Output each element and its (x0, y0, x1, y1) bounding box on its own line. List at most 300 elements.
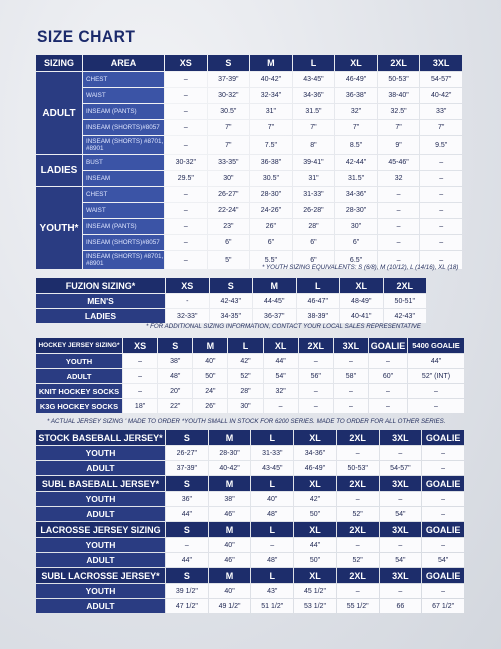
header-xl: XL (340, 278, 383, 293)
size-value: 44" (294, 538, 336, 552)
size-value: 39 1/2" (166, 584, 208, 598)
size-value: 50" (294, 507, 336, 521)
size-value: 52" (228, 369, 262, 383)
page-title: SIZE CHART (37, 27, 136, 46)
header-xl: XL (294, 568, 336, 583)
size-value: 8" (293, 136, 335, 154)
table-row (36, 187, 462, 202)
size-value: 43" (251, 584, 293, 598)
size-value: 26" (250, 219, 292, 234)
size-value: – (165, 120, 207, 135)
header-s: S (166, 476, 208, 491)
header-l: L (293, 55, 335, 71)
size-value: 26-28" (293, 203, 335, 218)
size-value: 45 1/2" (294, 584, 336, 598)
header-2xl: 2XL (337, 430, 379, 445)
header-l: L (251, 568, 293, 583)
area-label: INSEAM (83, 171, 164, 186)
header-s: S (208, 55, 250, 71)
size-value: 42-44" (335, 155, 377, 170)
row-label-knit-hockey-socks: KNIT HOCKEY SOCKS (36, 384, 122, 398)
size-value: 32" (335, 104, 377, 119)
size-value: 32-33" (166, 309, 209, 323)
size-value: – (408, 384, 464, 398)
header-hockey-jersey-sizing: HOCKEY JERSEY SIZING* (36, 338, 122, 353)
size-value: 46" (209, 507, 251, 521)
table-row (36, 553, 464, 567)
header-3xl: 3XL (380, 522, 422, 537)
table-row (36, 219, 462, 234)
table-row (36, 384, 464, 398)
header-xl: XL (294, 522, 336, 537)
size-value: – (334, 399, 368, 413)
table-row (36, 369, 464, 383)
size-value: – (422, 492, 464, 506)
size-value: – (165, 219, 207, 234)
size-value: 52" (INT) (408, 369, 464, 383)
size-value: 40" (193, 354, 227, 368)
row-label-youth: YOUTH (36, 538, 165, 552)
area-label: INSEAM (SHORTS)#8057 (83, 120, 164, 135)
size-value: 30-32" (208, 88, 250, 103)
header-s: S (166, 522, 208, 537)
size-value: 28-30" (335, 203, 377, 218)
fuzion-header-row (36, 278, 426, 293)
size-value: 5" (208, 251, 250, 269)
size-value: 32-34" (250, 88, 292, 103)
size-value: 40-42" (250, 72, 292, 87)
size-value: 6" (208, 235, 250, 250)
size-value: 22-24" (208, 203, 250, 218)
table-row (36, 461, 464, 475)
size-value: 28" (293, 219, 335, 234)
area-label: CHEST (83, 187, 164, 202)
size-value: 46-47" (297, 294, 340, 308)
header-3xl: 3XL (334, 338, 368, 353)
size-value: – (337, 446, 379, 460)
size-value: 30.5" (208, 104, 250, 119)
size-value: 28-30" (250, 187, 292, 202)
size-value: – (123, 354, 157, 368)
header-2xl: 2XL (337, 476, 379, 491)
size-value: 40" (209, 538, 251, 552)
table-row (36, 584, 464, 598)
header-l: L (251, 430, 293, 445)
size-value: – (166, 538, 208, 552)
header-3xl: 3XL (380, 476, 422, 491)
size-value: 31" (293, 171, 335, 186)
area-label: WAIST (83, 88, 164, 103)
size-value: 33-35" (208, 155, 250, 170)
size-value: 42" (294, 492, 336, 506)
sales-rep-note: * FOR ADDITIONAL SIZING INFORMATION, CONTACT YOUR LOCAL SALES REPRESENTATIVE (146, 323, 422, 330)
size-value: – (420, 203, 462, 218)
size-value: – (422, 584, 464, 598)
size-value: – (422, 446, 464, 460)
size-value: – (165, 72, 207, 87)
size-value: 24-26" (250, 203, 292, 218)
hockey-header-row (36, 338, 464, 353)
area-label: INSEAM (PANTS) (83, 219, 164, 234)
table-row (36, 136, 462, 154)
size-value: 7" (208, 136, 250, 154)
size-value: – (380, 492, 422, 506)
header-l: L (251, 476, 293, 491)
header-fuzion-sizing: FUZION SIZING* (36, 278, 165, 293)
size-value: – (422, 538, 464, 552)
size-value: – (378, 235, 420, 250)
size-value: 6" (293, 235, 335, 250)
size-value: 52" (337, 507, 379, 521)
main-header-row (36, 55, 462, 71)
table-row (36, 171, 462, 186)
size-value: – (420, 187, 462, 202)
size-value: 9" (378, 136, 420, 154)
size-value: – (123, 369, 157, 383)
size-value: 7" (335, 120, 377, 135)
size-value: 38" (209, 492, 251, 506)
size-value: 36" (166, 492, 208, 506)
size-value: – (337, 538, 379, 552)
size-value: – (369, 354, 407, 368)
size-value: 50-53" (337, 461, 379, 475)
size-value: – (422, 507, 464, 521)
header-goalie: GOALIE (422, 430, 464, 445)
header-3xl: 3XL (380, 430, 422, 445)
size-value: 36-38" (250, 155, 292, 170)
size-value: 48" (158, 369, 192, 383)
header-l: L (228, 338, 262, 353)
size-value: 38-39" (297, 309, 340, 323)
size-value: 31" (250, 104, 292, 119)
size-value: 44" (408, 354, 464, 368)
size-value: 7" (293, 120, 335, 135)
row-label-youth: YOUTH (36, 492, 165, 506)
size-value: 45-46" (378, 155, 420, 170)
size-value: 31.5" (293, 104, 335, 119)
size-value: – (420, 155, 462, 170)
size-value: 54" (264, 369, 298, 383)
size-value: 7" (420, 120, 462, 135)
header-m: M (209, 430, 251, 445)
size-value: 29.5" (165, 171, 207, 186)
size-value: – (299, 354, 333, 368)
jersey-sizing-table (35, 429, 465, 614)
size-value: – (420, 251, 462, 269)
table-row (36, 354, 464, 368)
size-value: – (165, 136, 207, 154)
size-value: 38-40" (378, 88, 420, 103)
size-value: 43-45" (251, 461, 293, 475)
size-value: 6" (335, 235, 377, 250)
row-label-ladies: LADIES (36, 309, 165, 323)
table-row (36, 399, 464, 413)
size-value: 48" (251, 507, 293, 521)
size-value: – (337, 584, 379, 598)
size-value: – (420, 219, 462, 234)
size-value: 40" (251, 492, 293, 506)
size-value: 7.5" (250, 136, 292, 154)
size-value: 7" (250, 120, 292, 135)
row-label-adult: ADULT (36, 369, 122, 383)
size-value: 31.5" (335, 171, 377, 186)
section-title-lacrosse-jersey-sizing: LACROSSE JERSEY SIZING (36, 522, 165, 537)
row-label-k3g-hockey-socks: K3G HOCKEY SOCKS (36, 399, 122, 413)
size-value: – (165, 187, 207, 202)
size-value: 52" (337, 553, 379, 567)
header-l: L (251, 522, 293, 537)
size-value: – (408, 399, 464, 413)
size-value: 48-49" (340, 294, 383, 308)
header-2xl: 2XL (337, 522, 379, 537)
size-value: 5.5" (250, 251, 292, 269)
size-value: – (369, 399, 407, 413)
size-value: 50-51" (384, 294, 427, 308)
row-label-adult: ADULT (36, 507, 165, 521)
size-value: – (420, 235, 462, 250)
section-header-row (36, 430, 464, 445)
size-value: 30" (208, 171, 250, 186)
size-value: 9.5" (420, 136, 462, 154)
size-value: 34-36" (293, 88, 335, 103)
size-value: – (378, 219, 420, 234)
size-value: – (165, 251, 207, 269)
section-title-subl-baseball-jersey: SUBL BASEBALL JERSEY* (36, 476, 165, 491)
size-value: 58" (334, 369, 368, 383)
header-m: M (193, 338, 227, 353)
table-row (36, 88, 462, 103)
size-value: 33" (420, 104, 462, 119)
row-label-men-s: MEN'S (36, 294, 165, 308)
table-row (36, 104, 462, 119)
size-value: 20" (158, 384, 192, 398)
header-m: M (253, 278, 296, 293)
table-row (36, 492, 464, 506)
area-label: INSEAM (SHORTS) #8701, #8901 (83, 136, 164, 154)
table-row (36, 599, 464, 613)
row-label-adult: ADULT (36, 599, 165, 613)
size-value: 32.5" (378, 104, 420, 119)
section-title-subl-lacrosse-jersey: SUBL LACROSSE JERSEY* (36, 568, 165, 583)
size-value: 37-39" (166, 461, 208, 475)
size-value: 44" (166, 553, 208, 567)
size-value: 55 1/2" (337, 599, 379, 613)
size-value: 23" (208, 219, 250, 234)
size-value: 6" (250, 235, 292, 250)
header-5400-goalie: 5400 GOALIE (408, 338, 464, 353)
size-value: 34-35" (210, 309, 253, 323)
area-label: INSEAM (SHORTS) #8701, #8901 (83, 251, 164, 269)
size-value: 32" (264, 384, 298, 398)
size-value: – (165, 203, 207, 218)
header-m: M (209, 476, 251, 491)
size-value: 56" (299, 369, 333, 383)
size-value: 30.5" (250, 171, 292, 186)
header-s: S (166, 430, 208, 445)
size-value: 8.5" (335, 136, 377, 154)
size-value: 42" (228, 354, 262, 368)
header-l: L (297, 278, 340, 293)
youth-sizing-note: * YOUTH SIZING EQUIVALENTS: S (6/8), M (10/12), L (14/16), XL (18) (262, 264, 459, 271)
header-m: M (209, 522, 251, 537)
size-value: 66 (380, 599, 422, 613)
fuzion-sizing-table (35, 277, 427, 324)
size-value: 47 1/2" (166, 599, 208, 613)
size-value: 18" (123, 399, 157, 413)
size-value: 53 1/2" (294, 599, 336, 613)
table-row (36, 203, 462, 218)
size-value: – (378, 251, 420, 269)
area-label: INSEAM (PANTS) (83, 104, 164, 119)
size-value: – (378, 187, 420, 202)
section-header-row (36, 476, 464, 491)
header-xl: XL (294, 430, 336, 445)
size-value: 40-42" (420, 88, 462, 103)
size-value: 39-41" (293, 155, 335, 170)
table-row (36, 309, 426, 323)
header-3xl: 3XL (380, 568, 422, 583)
size-value: 26-27" (166, 446, 208, 460)
table-row (36, 72, 462, 87)
size-value: 60" (369, 369, 407, 383)
header-goalie: GOALIE (369, 338, 407, 353)
header-xl: XL (264, 338, 298, 353)
size-value: 38" (158, 354, 192, 368)
header-s: S (210, 278, 253, 293)
table-row (36, 294, 426, 308)
size-value: 32 (378, 171, 420, 186)
size-value: 49 1/2" (209, 599, 251, 613)
size-value: 54-57" (380, 461, 422, 475)
table-row (36, 446, 464, 460)
header-xs: XS (165, 55, 207, 71)
header-m: M (209, 568, 251, 583)
size-value: – (380, 584, 422, 598)
size-value: 30" (335, 219, 377, 234)
size-value: – (334, 354, 368, 368)
table-row (36, 120, 462, 135)
size-value: 50" (294, 553, 336, 567)
area-label: WAIST (83, 203, 164, 218)
size-value: – (165, 104, 207, 119)
size-value: 7" (208, 120, 250, 135)
group-label-ladies: LADIES (36, 155, 82, 186)
header-3xl: 3XL (420, 55, 462, 71)
size-value: 30-32" (165, 155, 207, 170)
size-value: 36-37" (253, 309, 296, 323)
row-label-youth: YOUTH (36, 446, 165, 460)
size-value: 51 1/2" (251, 599, 293, 613)
size-value: 48" (251, 553, 293, 567)
header-area: AREA (83, 55, 164, 71)
size-value: 54-57" (420, 72, 462, 87)
size-value: 54" (422, 553, 464, 567)
header-2xl: 2XL (337, 568, 379, 583)
size-value: 67 1/2" (422, 599, 464, 613)
table-row (36, 507, 464, 521)
size-value: – (378, 203, 420, 218)
size-value: 40-42" (209, 461, 251, 475)
size-value: 22" (158, 399, 192, 413)
size-value: – (264, 399, 298, 413)
table-row (36, 235, 462, 250)
size-value: 44" (264, 354, 298, 368)
group-label-adult: ADULT (36, 72, 82, 154)
size-value: – (123, 384, 157, 398)
size-value: 7" (378, 120, 420, 135)
actual-jersey-note: * ACTUAL JERSEY SIZING ' MADE TO ORDER *YOUTH SMALL IN STOCK FOR 6200 SERIES. MADE TO ORDER FOR ALL OTHER SERIES. (47, 418, 446, 425)
size-value: 46" (209, 553, 251, 567)
size-value: 26-27" (208, 187, 250, 202)
size-value: – (165, 235, 207, 250)
header-2xl: 2XL (384, 278, 427, 293)
size-value: 42-43" (210, 294, 253, 308)
size-value: 54" (380, 507, 422, 521)
hockey-jersey-table (35, 337, 465, 414)
area-label: BUST (83, 155, 164, 170)
header-goalie: GOALIE (422, 568, 464, 583)
size-value: 6.5" (335, 251, 377, 269)
size-value: 40" (209, 584, 251, 598)
group-label-youth: YOUTH* (36, 187, 82, 269)
size-value: 24" (193, 384, 227, 398)
size-value: – (299, 384, 333, 398)
header-s: S (158, 338, 192, 353)
header-xs: XS (123, 338, 157, 353)
size-value: 34-36" (335, 187, 377, 202)
size-value: – (422, 461, 464, 475)
size-value: – (369, 384, 407, 398)
size-value: – (334, 384, 368, 398)
size-value: 50" (193, 369, 227, 383)
table-row (36, 538, 464, 552)
size-value: 31-33" (293, 187, 335, 202)
size-value: 34-36" (294, 446, 336, 460)
size-value: – (251, 538, 293, 552)
size-value: 37-39" (208, 72, 250, 87)
size-value: 28" (228, 384, 262, 398)
size-value: 50-53" (378, 72, 420, 87)
section-header-row (36, 568, 464, 583)
header-goalie: GOALIE (422, 522, 464, 537)
size-value: 31-33" (251, 446, 293, 460)
row-label-youth: YOUTH (36, 584, 165, 598)
size-value: - (166, 294, 209, 308)
header-2xl: 2XL (378, 55, 420, 71)
size-value: – (380, 538, 422, 552)
area-label: INSEAM (SHORTS)#8057 (83, 235, 164, 250)
size-value: 6" (293, 251, 335, 269)
size-value: 43-45" (293, 72, 335, 87)
area-label: CHEST (83, 72, 164, 87)
section-title-stock-baseball-jersey: STOCK BASEBALL JERSEY* (36, 430, 165, 445)
size-value: 40-41" (340, 309, 383, 323)
header-m: M (250, 55, 292, 71)
size-value: 42-43" (384, 309, 427, 323)
size-value: – (337, 492, 379, 506)
size-value: 46-49" (335, 72, 377, 87)
row-label-adult: ADULT (36, 461, 165, 475)
header-s: S (166, 568, 208, 583)
header-2xl: 2XL (299, 338, 333, 353)
header-goalie: GOALIE (422, 476, 464, 491)
size-value: 26" (193, 399, 227, 413)
size-value: 46-49" (294, 461, 336, 475)
header-xs: XS (166, 278, 209, 293)
size-value: 54" (380, 553, 422, 567)
header-sizing: SIZING (36, 55, 82, 71)
row-label-adult: ADULT (36, 553, 165, 567)
